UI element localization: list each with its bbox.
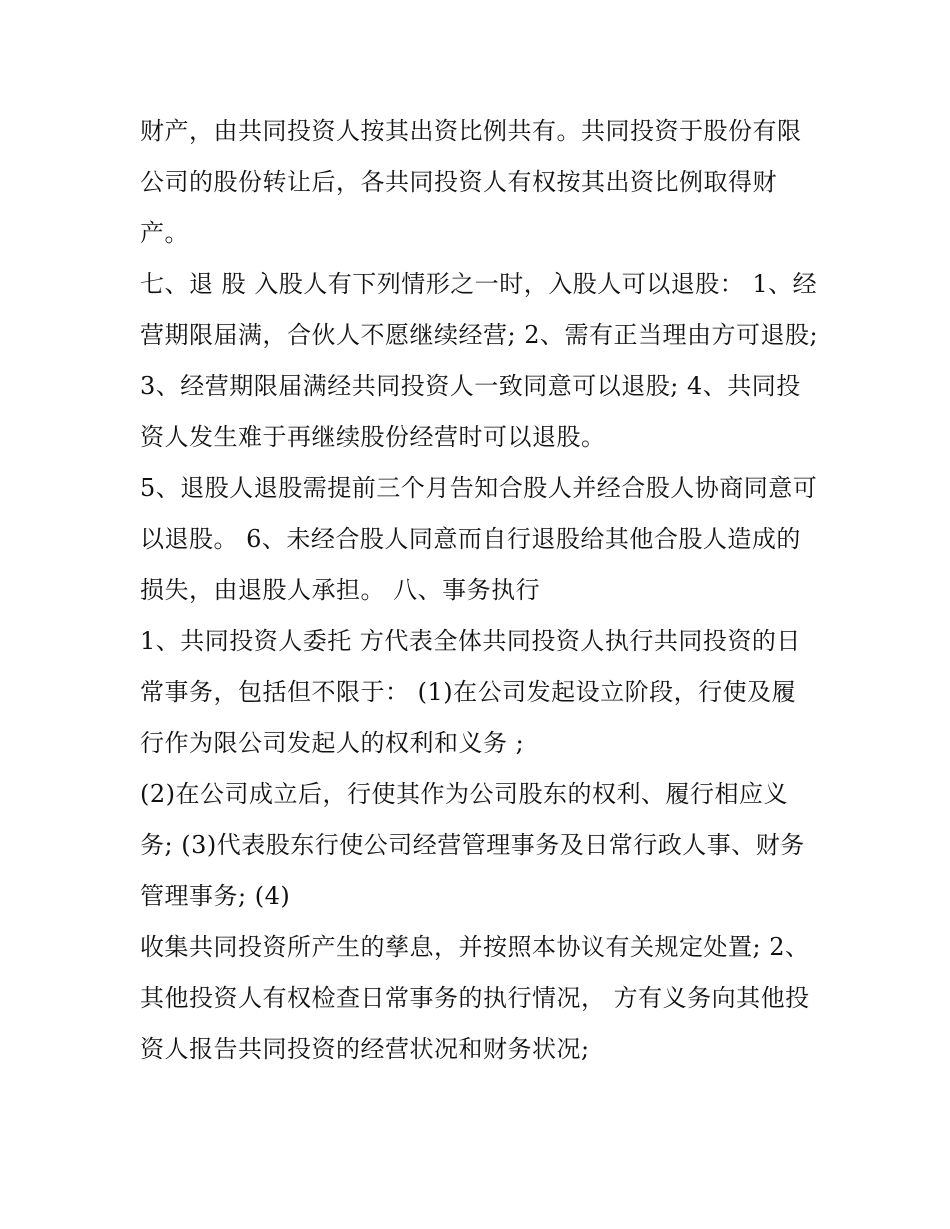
paragraph-affairs-income-inspection: 收集共同投资所产生的孳息，并按照本协议有关规定处置; 2、其他投资人有权检查日常事务的执行情况， 方有义务向其他投资人报告共同投资的经营状况和财务状况; — [140, 933, 810, 1063]
document-body — [140, 106, 820, 1075]
paragraph-withdrawal-3-4: 3、经营期限届满经共同投资人一致同意可以退股; 4、共同投资人发生难于再继续股份经营时可以退股。 — [140, 372, 801, 451]
paragraph-section-7-withdrawal: 七、退 股 入股人有下列情形之一时，入股人可以退股： 1、经营期限届满，合伙人不愿继续经营; 2、需有正当理由方可退股; — [140, 270, 819, 349]
paragraph-affairs-2-3-4: (2)在公司成立后，行使其作为公司股东的权利、履行相应义务; (3)代表股东行使公司经营管理事务及日常行政人事、财务管理事务; (4) — [140, 780, 805, 910]
paragraph-withdrawal-5-6-section-8: 5、退股人退股需提前三个月告知合股人并经合股人协商同意可以退股。 6、未经合股人同意而自行退股给其他合股人造成的损失，由退股人承担。 八、事务执行 — [140, 474, 818, 604]
paragraph-affairs-1: 1、共同投资人委托 方代表全体共同投资人执行共同投资的日常事务，包括但不限于： (1)在公司发起设立阶段，行使及履行作为限公司发起人的权利和义务 ; — [140, 627, 801, 757]
paragraph-property-ownership: 财产，由共同投资人按其出资比例共有。共同投资于股份有限公司的股份转让后，各共同投资人有权按其出资比例取得财产。 — [140, 117, 802, 247]
